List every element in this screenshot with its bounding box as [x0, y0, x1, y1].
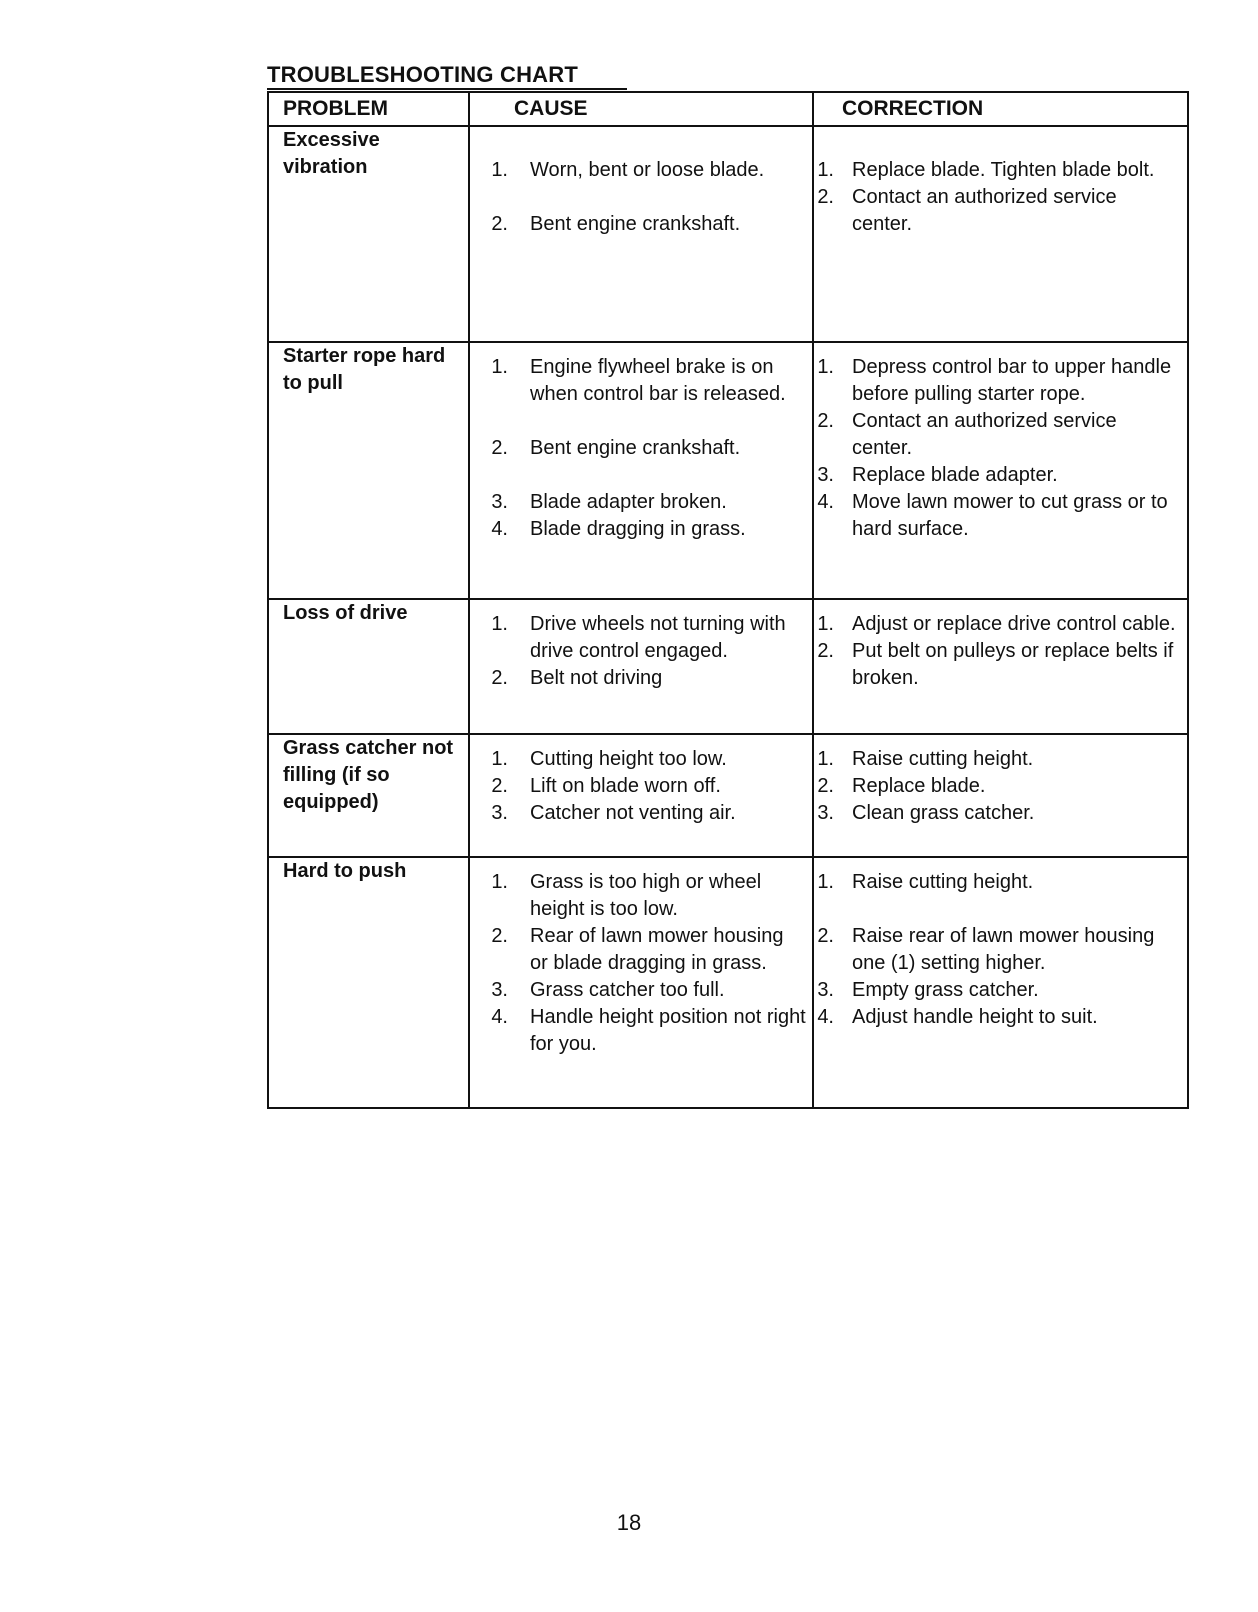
correction-header: CORRECTION	[813, 92, 1188, 126]
chart-title: TROUBLESHOOTING CHART	[267, 62, 578, 87]
item-number: 3.	[817, 979, 834, 1001]
item-number: 3.	[817, 464, 834, 486]
list-item	[470, 435, 806, 462]
item-text: Blade adapter broken.	[530, 491, 727, 513]
item-number: 3.	[491, 979, 508, 1001]
title-underline	[267, 88, 627, 90]
item-number: 2.	[491, 775, 508, 797]
item-number: 4.	[817, 1006, 834, 1028]
list-item	[470, 157, 806, 184]
cause-list	[470, 611, 812, 692]
table-row	[268, 599, 1188, 734]
troubleshooting-table	[267, 91, 1189, 1109]
correction-cell	[813, 342, 1188, 599]
problem-cell	[268, 342, 469, 599]
item-text: Rear of lawn mower housing or blade dragging in grass.	[530, 925, 784, 974]
list-item	[470, 746, 806, 773]
item-number: 4.	[491, 1006, 508, 1028]
item-text: Replace blade adapter.	[852, 464, 1058, 486]
page-number: 18	[616, 1510, 642, 1535]
item-text: Bent engine crankshaft.	[530, 213, 741, 235]
list-item	[470, 611, 806, 665]
item-number: 2.	[817, 775, 834, 797]
item-number: 4.	[491, 518, 508, 540]
item-text: Raise cutting height.	[852, 871, 1034, 893]
correction-cell	[813, 126, 1188, 342]
problem-cell	[268, 599, 469, 734]
table-row	[268, 857, 1188, 1108]
item-number: 3.	[491, 802, 508, 824]
cause-cell	[469, 342, 813, 599]
item-number: 2.	[817, 410, 834, 432]
list-item	[470, 1004, 806, 1058]
item-text: Drive wheels not turning with drive control engaged.	[530, 613, 786, 662]
item-text: Grass catcher too full.	[530, 979, 725, 1001]
list-item	[814, 184, 1181, 238]
item-text: Depress control bar to upper handle before pulling starter rope.	[852, 356, 1172, 405]
list-item	[470, 977, 806, 1004]
list-item	[470, 354, 806, 408]
list-item	[814, 869, 1181, 896]
problem-cell	[268, 126, 469, 342]
cause-list	[470, 869, 812, 1058]
item-text: Cutting height too low.	[530, 748, 727, 770]
item-number: 1.	[817, 159, 834, 181]
item-text: Catcher not venting air.	[530, 802, 736, 824]
item-number: 2.	[491, 213, 508, 235]
problem-header: PROBLEM	[268, 92, 469, 126]
cause-list	[470, 746, 812, 827]
list-item	[470, 869, 806, 923]
list-item	[814, 408, 1181, 462]
item-text: Raise rear of lawn mower housing one (1) setting higher.	[852, 925, 1155, 974]
cause-header: CAUSE	[469, 92, 813, 126]
item-number: 1.	[491, 871, 508, 893]
item-text: Put belt on pulleys or replace belts if broken.	[852, 640, 1174, 689]
item-text: Bent engine crankshaft.	[530, 437, 741, 459]
item-text: Engine flywheel brake is on when control bar is released.	[530, 356, 786, 405]
cause-cell	[469, 857, 813, 1108]
list-item	[814, 923, 1181, 977]
cause-cell	[469, 126, 813, 342]
correction-list	[814, 746, 1187, 827]
item-text: Contact an authorized service center.	[852, 186, 1117, 235]
header-row	[268, 92, 1188, 126]
item-number: 3.	[491, 491, 508, 513]
item-text: Belt not driving	[530, 667, 663, 689]
item-text: Contact an authorized service center.	[852, 410, 1117, 459]
item-number: 2.	[491, 667, 508, 689]
table-row	[268, 342, 1188, 599]
item-number: 1.	[491, 356, 508, 378]
item-number: 2.	[817, 640, 834, 662]
item-text: Raise cutting height.	[852, 748, 1034, 770]
list-item	[814, 489, 1181, 543]
list-item	[470, 665, 806, 692]
cause-cell	[469, 599, 813, 734]
item-number: 4.	[817, 491, 834, 513]
cause-cell	[469, 734, 813, 857]
item-text: Adjust or replace drive control cable.	[852, 613, 1176, 635]
list-item	[814, 773, 1181, 800]
item-number: 1.	[491, 613, 508, 635]
list-item	[470, 923, 806, 977]
correction-cell	[813, 734, 1188, 857]
item-number: 2.	[491, 437, 508, 459]
problem-cell	[268, 734, 469, 857]
list-item	[814, 157, 1181, 184]
list-item	[470, 489, 806, 516]
item-text: Replace blade. Tighten blade bolt.	[852, 159, 1155, 181]
item-text: Empty grass catcher.	[852, 979, 1039, 1001]
problem-cell	[268, 857, 469, 1108]
correction-list	[814, 611, 1187, 692]
correction-cell	[813, 599, 1188, 734]
list-item	[814, 800, 1181, 827]
item-number: 1.	[491, 748, 508, 770]
list-item	[470, 773, 806, 800]
item-text: Grass is too high or wheel height is too low.	[530, 871, 762, 920]
item-number: 1.	[817, 871, 834, 893]
list-item	[814, 611, 1181, 638]
item-number: 1.	[817, 356, 834, 378]
list-item	[814, 1004, 1181, 1031]
item-text: Lift on blade worn off.	[530, 775, 721, 797]
item-text: Adjust handle height to suit.	[852, 1006, 1098, 1028]
list-item	[470, 800, 806, 827]
item-number: 1.	[491, 159, 508, 181]
problem-label: Starter rope hard to pull	[283, 345, 446, 394]
item-number: 3.	[817, 802, 834, 824]
table-row	[268, 734, 1188, 857]
problem-label: Loss of drive	[283, 602, 408, 624]
correction-list	[814, 354, 1187, 543]
list-item	[814, 638, 1181, 692]
item-number: 2.	[817, 186, 834, 208]
list-item	[814, 746, 1181, 773]
correction-list	[814, 869, 1187, 1031]
item-text: Worn, bent or loose blade.	[530, 159, 765, 181]
cause-list	[470, 157, 812, 238]
item-number: 1.	[817, 748, 834, 770]
item-text: Move lawn mower to cut grass or to hard surface.	[852, 491, 1168, 540]
problem-label: Hard to push	[283, 860, 407, 882]
item-text: Handle height position not right for you.	[530, 1006, 806, 1055]
problem-label: Excessive vibration	[283, 129, 380, 178]
list-item	[814, 462, 1181, 489]
item-number: 2.	[817, 925, 834, 947]
cause-list	[470, 354, 812, 543]
list-item	[814, 354, 1181, 408]
correction-cell	[813, 857, 1188, 1108]
item-text: Blade dragging in grass.	[530, 518, 746, 540]
problem-label: Grass catcher not filling (if so equipped)	[283, 737, 454, 813]
item-number: 1.	[817, 613, 834, 635]
item-text: Clean grass catcher.	[852, 802, 1035, 824]
table-row	[268, 126, 1188, 342]
list-item	[470, 211, 806, 238]
list-item	[470, 516, 806, 543]
list-item	[814, 977, 1181, 1004]
correction-list	[814, 157, 1187, 238]
item-number: 2.	[491, 925, 508, 947]
item-text: Replace blade.	[852, 775, 986, 797]
